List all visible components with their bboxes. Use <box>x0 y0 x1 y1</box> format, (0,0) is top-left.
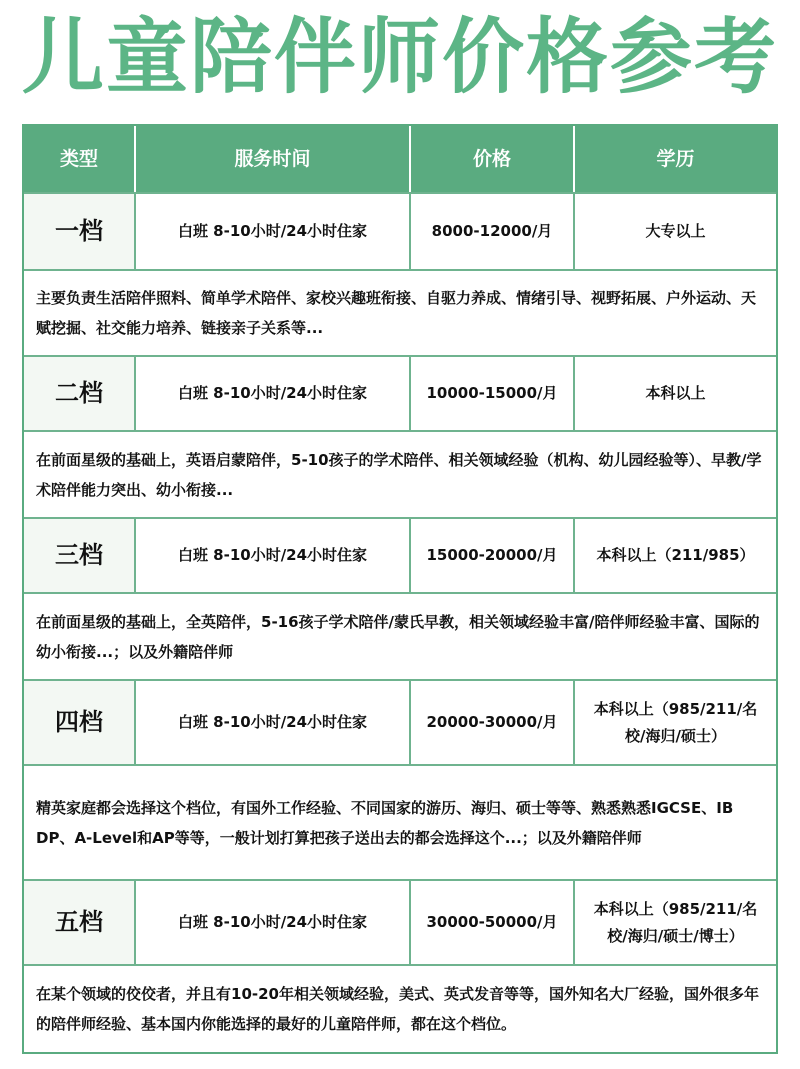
table-header <box>24 126 776 192</box>
header-service-time: 服务时间 <box>134 126 409 192</box>
tier-description: 精英家庭都会选择这个档位，有国外工作经验、不同国家的游历、海归、硕士等等、熟悉熟悉IGCSE、IB DP、A-Level和AP等等，一般计划打算把孩子送出去的都会选择这个...；以及外籍陪伴师 <box>24 764 776 879</box>
table-row <box>24 679 776 764</box>
header-type: 类型 <box>59 147 98 170</box>
education: 本科以上（985/211/名校/海归/硕士） <box>573 681 776 764</box>
tier-description: 主要负责生活陪伴照料、简单学术陪伴、家校兴趣班衔接、自驱力养成、情绪引导、视野拓展、户外运动、天赋挖掘、社交能力培养、链接亲子关系等... <box>24 269 776 355</box>
education: 本科以上（211/985） <box>573 519 776 592</box>
table-row <box>24 192 776 269</box>
price: 10000-15000/月 <box>409 357 573 430</box>
service-time: 白班 8-10小时/24小时住家 <box>134 194 409 269</box>
education: 本科以上（985/211/名校/海归/硕士/博士） <box>573 881 776 964</box>
service-time: 白班 8-10小时/24小时住家 <box>134 519 409 592</box>
table-row <box>24 517 776 592</box>
price: 8000-12000/月 <box>409 194 573 269</box>
tier-description: 在前面星级的基础上，英语启蒙陪伴，5-10孩子的学术陪伴、相关领域经验（机构、幼儿园经验等）、早教/学术陪伴能力突出、幼小衔接... <box>24 430 776 517</box>
service-time: 白班 8-10小时/24小时住家 <box>134 881 409 964</box>
tier-label: 五档 <box>24 881 134 964</box>
tier-description: 在前面星级的基础上，全英陪伴，5-16孩子学术陪伴/蒙氏早教，相关领域经验丰富/陪伴师经验丰富、国际的幼小衔接...；以及外籍陪伴师 <box>24 592 776 679</box>
price: 20000-30000/月 <box>409 681 573 764</box>
education: 大专以上 <box>573 194 776 269</box>
tier-label: 三档 <box>24 519 134 592</box>
page-title: 儿童陪伴师价格参考 <box>21 10 778 105</box>
tier-label: 四档 <box>24 681 134 764</box>
price: 30000-50000/月 <box>409 881 573 964</box>
header-price: 价格 <box>409 126 573 192</box>
header-education: 学历 <box>573 126 776 192</box>
service-time: 白班 8-10小时/24小时住家 <box>134 357 409 430</box>
tier-label: 二档 <box>24 357 134 430</box>
service-time: 白班 8-10小时/24小时住家 <box>134 681 409 764</box>
table-row <box>24 355 776 430</box>
tier-description: 在某个领域的佼佼者，并且有10-20年相关领域经验，美式、英式发音等等，国外知名大厂经验，国外很多年的陪伴师经验、基本国内你能选择的最好的儿童陪伴师，都在这个档位。 <box>24 964 776 1052</box>
education: 本科以上 <box>573 357 776 430</box>
price-table <box>22 124 778 1054</box>
price: 15000-20000/月 <box>409 519 573 592</box>
tier-label: 一档 <box>24 194 134 269</box>
table-row <box>24 879 776 964</box>
